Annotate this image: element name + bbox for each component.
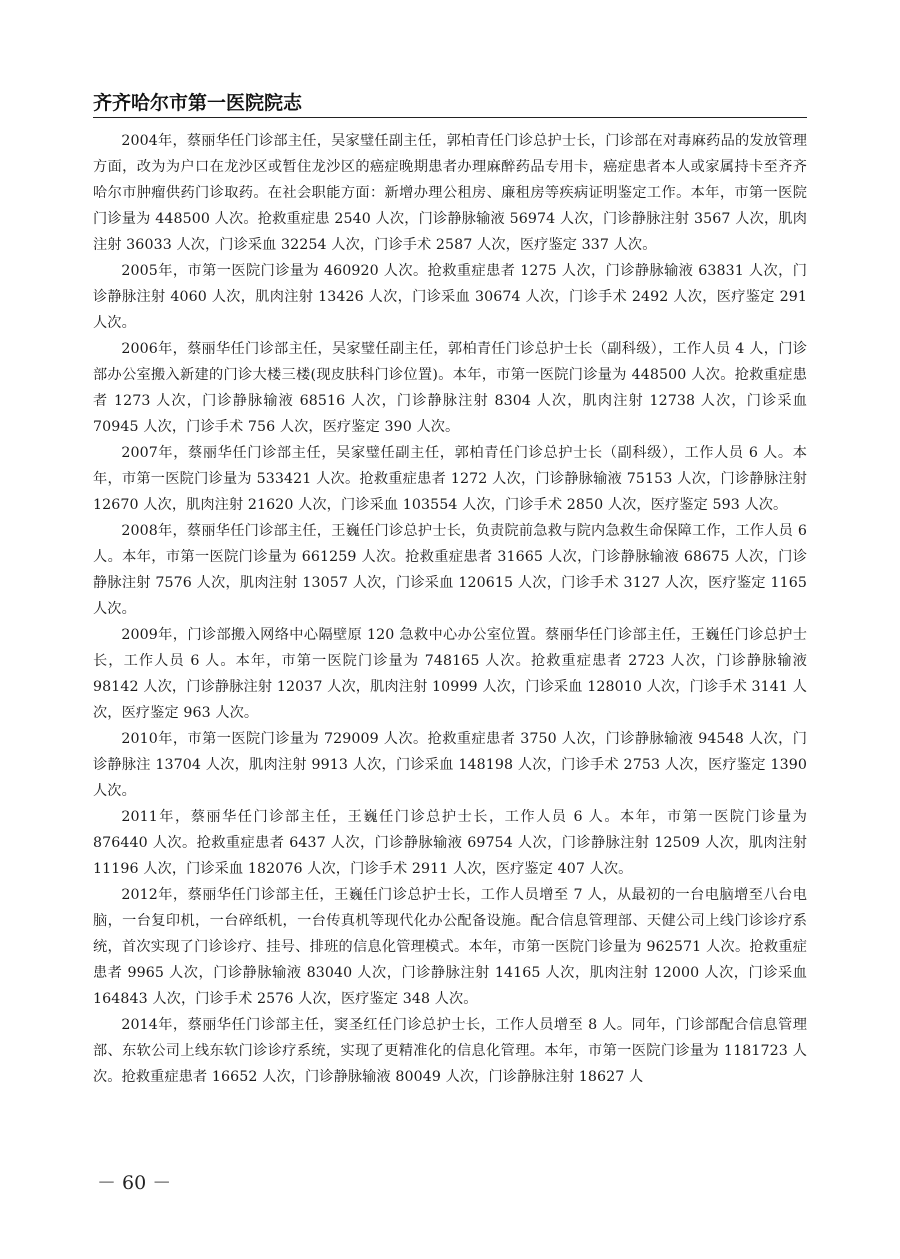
- paragraph-2009: 2009年，门诊部搬入网络中心隔壁原 120 急救中心办公室位置。蔡丽华任门诊部主任，王巍任门诊总护士长，工作人员 6 人。本年，市第一医院门诊量为 748165 人次。抢救重症患者 2723 人次，门诊静脉输液 98142 人次，门诊静脉注射 12037 人次，肌肉注射 10999 人次，门诊采血 128010 人次，门诊手术 3141 人次，医疗鉴定 963 人次。: [93, 627, 807, 721]
- paragraph-2004: 2004年，蔡丽华任门诊部主任，吴家璧任副主任，郭柏青任门诊总护士长，门诊部在对毒麻药品的发放管理方面，改为为户口在龙沙区或暂住龙沙区的癌症晚期患者办理麻醉药品专用卡，癌症患者本人或家属持卡至齐齐哈尔市肿瘤供药门诊取药。在社会职能方面：新增办理公租房、廉租房等疾病证明鉴定工作。本年，市第一医院门诊量为 448500 人次。抢救重症患 2540 人次，门诊静脉输液 56974 人次，门诊静脉注射 3567 人次，肌肉注射 36033 人次，门诊采血 32254 人次，门诊手术 2587 人次，医疗鉴定 337 人次。: [93, 133, 807, 253]
- paragraph-2006: 2006年，蔡丽华任门诊部主任，吴家璧任副主任，郭柏青任门诊总护士长（副科级），工作人员 4 人，门诊部办公室搬入新建的门诊大楼三楼(现皮肤科门诊位置)。本年，市第一医院门诊量为 448500 人次。抢救重症患者 1273 人次，门诊静脉输液 68516 人次，门诊静脉注射 8304 人次，肌肉注射 12738 人次，门诊采血 70945 人次，门诊手术 756 人次，医疗鉴定 390 人次。: [93, 341, 807, 435]
- body-text: [93, 128, 807, 1090]
- paragraph-2014: 2014年，蔡丽华任门诊部主任，窦圣红任门诊总护士长，工作人员增至 8 人。同年，门诊部配合信息管理部、东软公司上线东软门诊诊疗系统，实现了更精准化的信息化管理。本年，市第一医院门诊量为 1181723 人次。抢救重症患者 16652 人次，门诊静脉输液 80049 人次，门诊静脉注射 18627 人: [93, 1017, 807, 1085]
- running-header-title: 齐齐哈尔市第一医院院志: [93, 92, 303, 114]
- paragraph-2008: 2008年，蔡丽华任门诊部主任，王巍任门诊总护士长，负责院前急救与院内急救生命保障工作，工作人员 6 人。本年，市第一医院门诊量为 661259 人次。抢救重症患者 31665 人次，门诊静脉输液 68675 人次，门诊静脉注射 7576 人次，肌肉注射 13057 人次，门诊采血 120615 人次，门诊手术 3127 人次，医疗鉴定 1165 人次。: [93, 523, 807, 617]
- paragraph-2012: 2012年，蔡丽华任门诊部主任，王巍任门诊总护士长，工作人员增至 7 人，从最初的一台电脑增至八台电脑，一台复印机，一台碎纸机，一台传真机等现代化办公配备设施。配合信息管理部、天健公司上线门诊诊疗系统，首次实现了门诊诊疗、挂号、排班的信息化管理模式。本年，市第一医院门诊量为 962571 人次。抢救重症患者 9965 人次，门诊静脉输液 83040 人次，门诊静脉注射 14165 人次，肌肉注射 12000 人次，门诊采血 164843 人次，门诊手术 2576 人次，医疗鉴定 348 人次。: [93, 887, 807, 1007]
- paragraph-2005: 2005年，市第一医院门诊量为 460920 人次。抢救重症患者 1275 人次，门诊静脉输液 63831 人次，门诊静脉注射 4060 人次，肌肉注射 13426 人次，门诊采血 30674 人次，门诊手术 2492 人次，医疗鉴定 291 人次。: [93, 263, 807, 331]
- paragraph-2010: 2010年，市第一医院门诊量为 729009 人次。抢救重症患者 3750 人次，门诊静脉输液 94548 人次，门诊静脉注 13704 人次，肌肉注射 9913 人次，门诊采血 148198 人次，门诊手术 2753 人次，医疗鉴定 1390 人次。: [93, 731, 807, 799]
- page-number: － 60 －: [97, 1172, 172, 1194]
- header-rule: [93, 117, 807, 118]
- paragraph-2011: 2011年，蔡丽华任门诊部主任，王巍任门诊总护士长，工作人员 6 人。本年，市第一医院门诊量为 876440 人次。抢救重症患者 6437 人次，门诊静脉输液 69754 人次，门诊静脉注射 12509 人次，肌肉注射 11196 人次，门诊采血 182076 人次，门诊手术 2911 人次，医疗鉴定 407 人次。: [93, 809, 807, 877]
- paragraph-2007: 2007年，蔡丽华任门诊部主任，吴家璧任副主任，郭柏青任门诊总护士长（副科级），工作人员 6 人。本年，市第一医院门诊量为 533421 人次。抢救重症患者 1272 人次，门诊静脉输液 75153 人次，门诊静脉注射 12670 人次，肌肉注射 21620 人次，门诊采血 103554 人次，门诊手术 2850 人次，医疗鉴定 593 人次。: [93, 445, 807, 513]
